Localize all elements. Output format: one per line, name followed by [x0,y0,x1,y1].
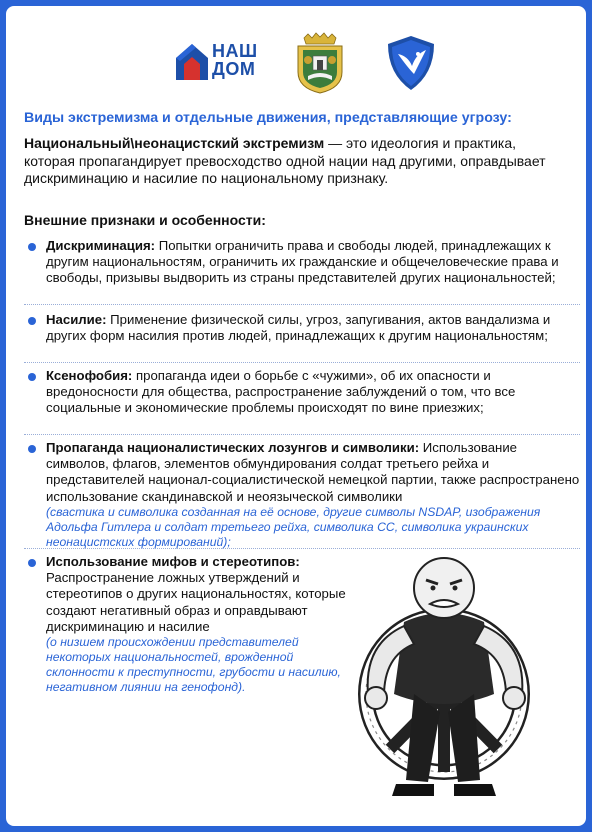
bullet-dot [28,317,36,325]
bullet-dot [28,559,36,567]
bullet-dot [28,373,36,381]
list-item [24,238,582,287]
bullet-dot [28,445,36,453]
list-item [24,440,582,550]
signs-subheading: Внешние признаки и особенности: [24,212,266,228]
intro-text: — это идеология и практика, которая пропагандирует превосходство одной нации над другими, оправдывает дискриминацию и насилие по национальному признаку. [24,135,546,186]
header-logos [6,32,586,92]
list-item-body [46,312,582,344]
list-item-text: Попытки ограничить права и свободы людей, принадлежащих к другим национальностям, ограничить их гражданские и общечеловеческие права и свободы, призывы выдворить из страны представителей других национальностей; [46,238,559,286]
list-item [24,312,582,344]
list-item-text: Использование символов, флагов, элементов обмундирования солдат третьего рейха и представителей национал-социалистической немецкой партии, также распространено использование скандинавской и неоязыческой символики [46,440,580,504]
list-item-text: Распространение ложных утверждений и стереотипов о других национальностях, которые создают негативный образ и оправдывают дискриминацию и насилие [46,570,346,634]
list-item-body [46,554,346,695]
list-item-body [46,238,582,287]
list-item-body [46,368,582,417]
intro-term: Национальный\неонацистский экстремизм [24,135,325,151]
section-heading: Виды экстремизма и отдельные движения, представляющие угрозу: [24,110,512,126]
nash-dom-line2: ДОМ [212,59,256,79]
dotted-divider [24,362,580,363]
intro-paragraph [24,135,564,188]
list-item-term: Насилие: [46,312,107,327]
list-item-text: пропаганда идеи о борьбе с «чужими», об их опасности и вредоносности для общества, распространение заблуждений о том, что все социальные и экономические проблемы происходят по вине приезжих; [46,368,516,416]
dotted-divider [24,434,580,435]
shield-bird-icon [384,34,438,92]
nash-dom-line1: НАШ [212,41,258,61]
list-item-note: (свастика и символика созданная на её основе, другие символы NSDAP, изображения Адольфа Гитлера и солдат третьего рейха, символика СС, символика украинских неонацистских формирований); [46,504,541,549]
bullet-dot [28,243,36,251]
list-item-body [46,440,582,550]
city-coat-of-arms-icon [294,32,346,94]
nash-dom-logo [174,38,266,84]
nash-dom-text [212,42,268,78]
list-item-term: Ксенофобия: [46,368,133,383]
list-item-term: Использование мифов и стереотипов: [46,554,300,569]
house-logo-icon [174,38,210,82]
list-item-term: Дискриминация: [46,238,156,253]
list-item-text: Применение физической силы, угроз, запугивания, актов вандализма и других форм насилия против людей, принадлежащих к другим национальностям; [46,312,551,344]
list-item [24,368,582,417]
poster-page [6,6,586,826]
list-item-note: (о низшем происхождении представителей некоторых национальностей, врожденной склонности к преступности, грубости и насилию, негативном лиянии на генофонд). [46,635,341,695]
dotted-divider [24,304,580,305]
illustration-man-breaking-symbol [344,544,550,812]
list-item-term: Пропаганда националистических лозунгов и символики: [46,440,420,455]
